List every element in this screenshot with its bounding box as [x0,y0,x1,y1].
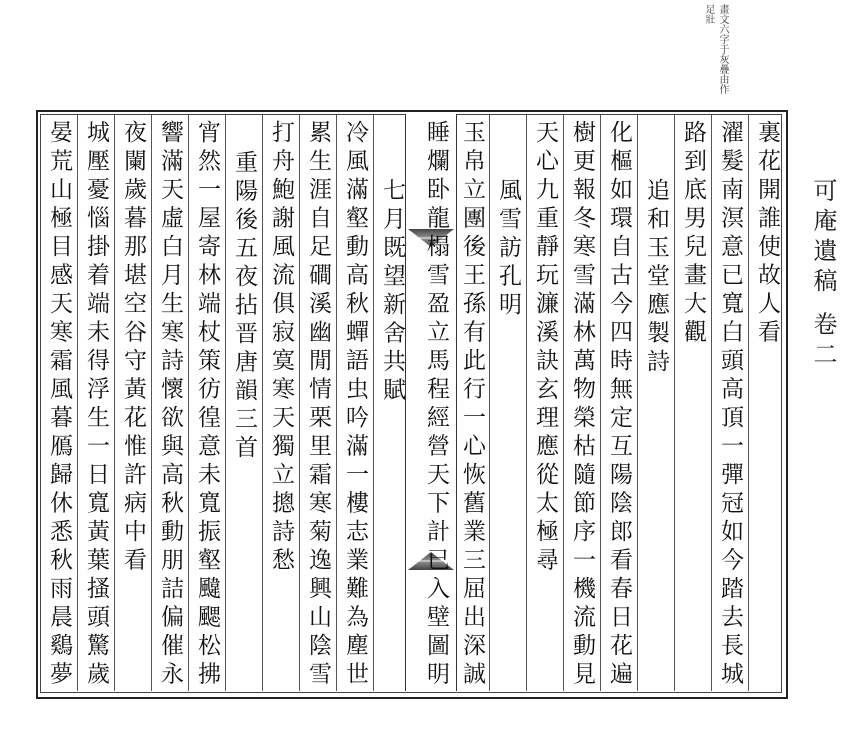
column-rule [637,115,638,691]
column-rule [563,115,564,691]
column-rule [674,115,675,691]
text-column-12: 冷風滿壑動高秋蟬語虫吟滿一樓志業難為塵世 [342,120,368,690]
text-column-13: 累生涯自足磵溪幽閒情栗里霜寒菊逸興山陰雪 [305,120,331,690]
book-title: 可庵遺稿 卷二 [809,178,837,372]
text-column-16: 宵然一屋寄林端杖策彷徨意未寬振壑颹颸松拂 [194,120,220,690]
text-column-18: 夜闌歲暮那堪空谷守黃花惟許病中看 [120,120,146,576]
text-column-7: 天心九重靜玩濂溪訣玄理應從太極尋 [532,120,558,576]
column-rule [600,115,601,691]
column-rule [114,115,115,691]
text-column-3: 路到底男兒畫大觀 [680,120,706,348]
column-rule [225,115,226,691]
heading-column-4: 追和玉堂應製詩 [643,178,669,378]
column-rule [526,115,527,691]
column-rule [748,115,749,691]
text-column-10: 睡爛卧龍榻雪盈立馬程經營天下計已入壁圖明 [423,120,449,690]
column-rule [299,115,300,691]
column-rule [151,115,152,691]
column-rule [77,115,78,691]
column-rule [489,115,490,691]
column-rule [262,115,263,691]
text-column-6: 樹更報冬寒雪滿林萬物榮枯隨節序一機流動見 [569,120,595,690]
text-column-20: 晏荒山極目感天寒霜風暮鴈歸休悉秋雨晨鷄夢 [46,120,72,690]
heading-column-15: 重陽後五夜拈晋唐韻三首 [231,150,257,464]
text-column-2: 濯髮南溟意已寬白頭高頂一彈冠如今踏去長城 [717,120,743,690]
text-column-19: 城壓憂惱掛着端未得浮生一日寬黃葉搔頭驚歲 [83,120,109,690]
margin-annotation-2: 足壯 [703,4,714,24]
column-rule [711,115,712,691]
text-column-9: 玉帛立團後王孫有此行一心恢舊業三屈出深誠 [459,120,485,690]
margin-annotation-1: 畫文六字于灰疊由作 [717,4,728,94]
column-rule [336,115,337,691]
text-column-17: 響滿天虛白月生寒詩懷欲與高秋動朋詰偏催永 [157,120,183,690]
column-rule [373,115,374,691]
text-column-5: 化樞如環自古今四時無定互陽陰郎看春日花遍 [606,120,632,690]
heading-column-8: 風雪訪孔明 [495,178,521,321]
text-column-1: 裏花開誰使故人看 [754,120,780,348]
text-column-14: 打舟鮑謝風流俱寂寞寒天獨立摠詩愁 [268,120,294,576]
heading-column-11: 七月既望新舍共賦 [379,178,405,406]
column-rule [188,115,189,691]
